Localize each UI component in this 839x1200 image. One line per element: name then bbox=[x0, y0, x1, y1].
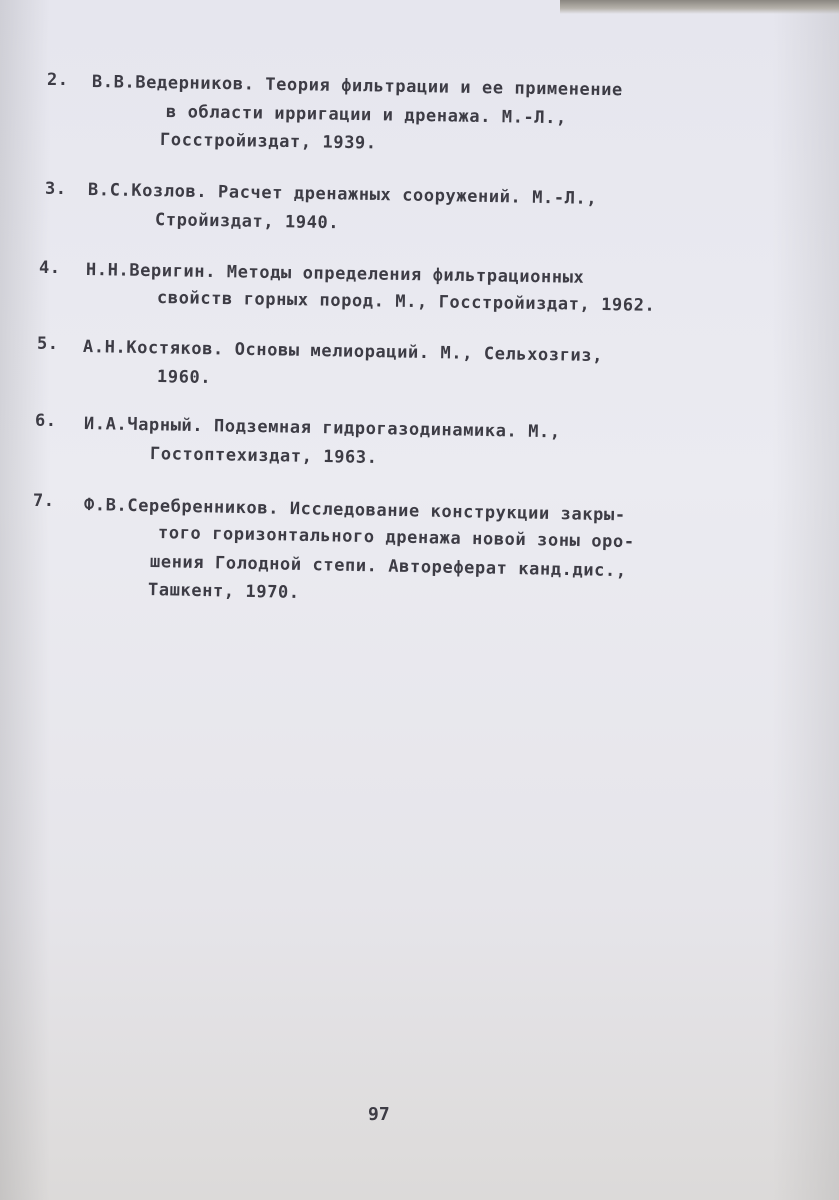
reference-number: 5. bbox=[37, 334, 59, 354]
reference-line: В.С.Козлов. Расчет дренажных сооружений. М.-Л., bbox=[87, 180, 598, 209]
reference-line: свойств горных пород. М., Госстройиздат, 1962. bbox=[156, 288, 656, 316]
reference-line: В.В.Ведерников. Теория фильтрации и ее применение bbox=[91, 72, 624, 101]
reference-number: 7. bbox=[33, 491, 55, 511]
reference-number: 4. bbox=[39, 258, 61, 278]
reference-line: И.А.Чарный. Подземная гидрогазодинамика. М., bbox=[83, 414, 561, 443]
page-number: 97 bbox=[368, 1104, 390, 1125]
reference-line: 1960. bbox=[156, 367, 212, 388]
reference-number: 6. bbox=[35, 411, 57, 431]
reference-line: Гостоптехиздат, 1963. bbox=[149, 444, 378, 468]
reference-line: Госстройиздат, 1939. bbox=[159, 130, 377, 154]
reference-line: того горизонтального дренажа новой зоны оро- bbox=[157, 523, 635, 553]
reference-line: шения Голодной степи. Автореферат канд.дис., bbox=[149, 552, 627, 582]
reference-line: Н.Н.Веригин. Методы определения фильтрационных bbox=[85, 260, 585, 288]
reference-line: Стройиздат, 1940. bbox=[154, 210, 340, 234]
background-edge bbox=[560, 0, 839, 14]
reference-line: Ташкент, 1970. bbox=[147, 580, 300, 603]
reference-number: 2. bbox=[47, 70, 69, 90]
reference-line: Ф.В.Серебренников. Исследование конструкции закры- bbox=[83, 495, 626, 526]
reference-line: в области ирригации и дренажа. М.-Л., bbox=[165, 102, 567, 129]
reference-line: А.Н.Костяков. Основы мелиораций. М., Сельхозгиз, bbox=[82, 337, 604, 367]
reference-number: 3. bbox=[45, 179, 67, 199]
